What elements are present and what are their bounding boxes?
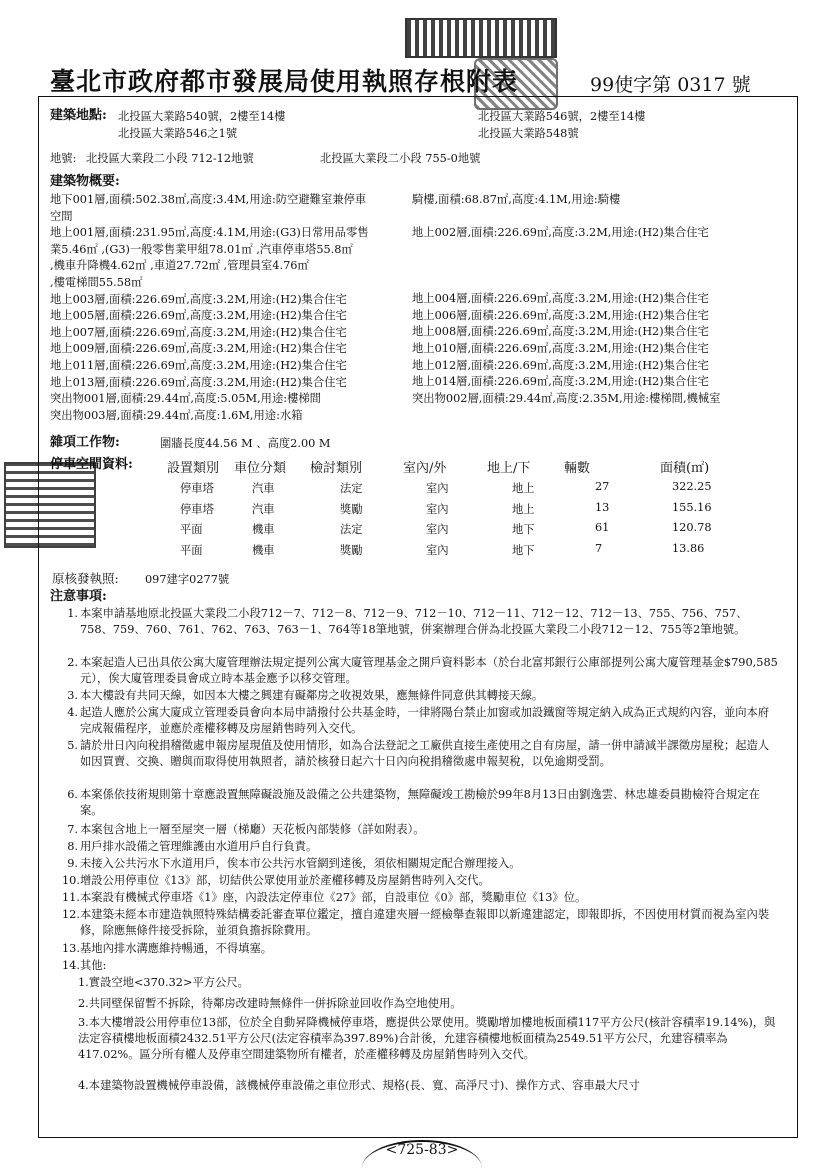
permit-number: 99使字第 0317 號 (590, 74, 751, 96)
note-sub-item: 2.共同壁保留暫不拆除，待鄰房改建時無條件一併拆除並回收作為空地使用。 (78, 997, 462, 1010)
note-item: 8. 用戶排水設備之管理維護由水道用戶自行負責。 (80, 839, 780, 855)
note-sub-item: 3.本大樓增設公用停車位13部，位於全自動昇降機械停車塔，應提供公眾使用。獎勵增加樓地板面積117平方公尺(核計容積率19.14%)，與法定容積樓地板面積2432.51平方公尺(法定容積率為397.89%)合計後，允建容積樓地板面積為2549.51平方公尺，允建容積率為417.02%。區分所有權人及停車空間建築物所有權者，於產權移轉及房屋銷售時列入交代。 (78, 1016, 776, 1061)
parking-cell: 法定 (340, 482, 363, 495)
parking-header-cell: 面積(㎡) (660, 461, 710, 476)
parking-cell: 停車塔 (180, 482, 214, 495)
overview-row: 突出物003層,面積:29.44㎡,高度:1.6M,用途:水箱 (50, 408, 303, 422)
overview-row: 地上013層,面積:226.69㎡,高度:3.2M,用途:(H2)集合住宅 (50, 375, 347, 389)
parking-cell: 155.16 (672, 500, 712, 514)
parking-header-cell: 車位分類 (234, 461, 287, 476)
site-address-1: 北投區大業路540號，2樓至14樓 (118, 110, 286, 123)
overview-row-right: 突出物002層,面積:29.44㎡,高度:2.35M,用途:樓梯間,機械室 (412, 392, 721, 405)
parking-cell: 汽車 (252, 482, 275, 495)
note-number: 9. (67, 857, 78, 870)
note-number: 3. (67, 689, 78, 702)
note-number: 13. (62, 942, 80, 955)
note-item: 3. 本大樓設有共同天線，如因本大樓之興建有礙鄰房之收視效果，應無條件同意供其轉接天線。 (80, 688, 780, 704)
note-number: 6. (67, 788, 78, 801)
parking-cell: 停車塔 (180, 502, 214, 516)
parking-cell: 13 (595, 500, 610, 514)
note-number: 1. (67, 607, 78, 620)
parking-cell: 機車 (252, 523, 275, 536)
overview-row: 地上009層,面積:226.69㎡,高度:3.2M,用途:(H2)集合住宅 (50, 342, 347, 356)
overview-row: 地上005層,面積:226.69㎡,高度:3.2M,用途:(H2)集合住宅 (50, 309, 347, 323)
original-license-label: 原核發執照: (52, 571, 119, 586)
lot-label: 地號: (50, 152, 77, 165)
parking-cell: 室內 (426, 502, 449, 516)
parking-cell: 汽車 (252, 502, 275, 516)
parking-cell: 地上 (512, 502, 535, 516)
parking-cell: 室內 (426, 523, 449, 536)
note-number: 7. (67, 823, 78, 836)
overview-row: ,機車升降機4.62㎡ ,車道27.72㎡ ,管理員室4.76㎡ (50, 259, 309, 273)
note-item: 5. 請於卅日內向稅捐稽徵處申報房屋現值及使用情形，如為合法登記之工廠供直接生產使用之自有房屋，請一併申請減半課徵房屋稅；起造人如因買賣、交換、贈與而取得使用執照者，請於核發日起六十日內向稅捐稽徵處申報契稅，以免逾期受罰。 (80, 738, 780, 770)
parking-header-cell: 檢討類別 (310, 461, 363, 476)
note-item: 13. 基地內排水溝應維持暢通，不得填塞。 (62, 942, 273, 955)
overview-row: 業5.46㎡ ,(G3)一般零售業甲組78.01㎡ ,汽車停車塔55.8㎡ (50, 242, 353, 256)
note-item: 9. 未接入公共污水下水道用戶，俟本市公共污水管網到達後，須依相關規定配合辦理接入。 (80, 856, 780, 872)
site-address-3: 北投區大業路546之1號 (118, 127, 238, 140)
overview-row: 地上001層,面積:231.95㎡,高度:4.1M,用途:(G3)日常用品零售 (50, 226, 369, 240)
parking-cell: 平面 (180, 523, 203, 536)
overview-row-right: 地上006層,面積:226.69㎡,高度:3.2M,用途:(H2)集合住宅 (412, 309, 709, 322)
note-item: 10. 增設公用停車位《13》部，切結供公眾使用並於產權移轉及房屋銷售時列入交代。 (62, 874, 490, 887)
overview-label: 建築物概要: (50, 174, 120, 189)
note-number: 12. (62, 908, 80, 921)
misc-value: 圍牆長度44.56 M 、高度2.00 M (160, 437, 331, 450)
note-sub-item: 1.實設空地<370.32>平方公尺。 (78, 976, 249, 989)
parking-cell: 室內 (426, 482, 449, 495)
note-item: 6. 本案係依技術規則第十章應設置無障礙設施及設備之公共建築物，無障礙竣工勘檢於99年8月13日由劉逸雲、林忠雄委員勘檢符合規定在案。 (80, 787, 780, 819)
parking-cell: 室內 (426, 543, 449, 557)
parking-header-cell: 地上/下 (487, 461, 531, 476)
note-item: 14. 其他: (62, 959, 107, 972)
parking-cell: 120.78 (672, 521, 712, 534)
notes-label: 注意事項: (50, 589, 107, 604)
note-number: 4. (67, 706, 78, 719)
parking-cell: 7 (595, 541, 603, 555)
note-number: 2. (67, 656, 78, 669)
parking-cell: 法定 (340, 523, 363, 536)
overview-row: 空間 (50, 209, 73, 223)
parking-cell: 322.25 (672, 480, 712, 493)
overview-row-right: 地上010層,面積:226.69㎡,高度:3.2M,用途:(H2)集合住宅 (412, 342, 709, 355)
note-item: 1. 本案申請基地原北投區大業段二小段712－7、712－8、712－9、712－10、712－11、712－12、712－13、755、756、757、758、759、760、761、762、763、763－1、764等18筆地號，併案辦理合併為北投區大業段二小段712－12、755等2筆地號。 (80, 606, 780, 638)
parking-cell: 獎勵 (340, 502, 363, 516)
misc-label: 雜項工作物: (50, 435, 120, 450)
note-item: 12. 本建築未經本市建造執照特殊結構委託審查單位鑑定，擅自違建夾層一經檢舉查報即以新違建認定，即報即拆，不因使用材質而視為室內裝修，除應無條件接受拆除，並須負擔拆除費用。 (62, 908, 770, 937)
overview-row-right: 地上014層,面積:226.69㎡,高度:3.2M,用途:(H2)集合住宅 (412, 375, 709, 388)
site-address-4: 北投區大業路548號 (478, 127, 579, 140)
note-item: 7. 本案包含地上一層至屋突一層（梯廳）天花板內部裝修（詳如附表）。 (80, 822, 780, 838)
parking-label: 停車空間資料: (50, 457, 133, 472)
page-number: <725-83> (362, 1140, 482, 1168)
note-item: 4. 起造人應於公寓大廈成立管理委員會向本局申請撥付公共基金時，一律將陽台禁止加窗或加設鐵窗等規定納入成為正式規約內容，並向本府完成報備程序，並應於產權移轉及房屋銷售時列入交代。 (80, 705, 780, 737)
note-sub-item: 4.本建築物設置機械停車設備，該機械停車設備之車位形式、規格(長、寬、高淨尺寸)、操作方式、容車最大尺寸 (78, 1079, 640, 1092)
parking-cell: 獎勵 (340, 543, 363, 557)
site-address-2: 北投區大業路546號，2樓至14樓 (478, 110, 646, 123)
overview-row-right: 地上012層,面積:226.69㎡,高度:3.2M,用途:(H2)集合住宅 (412, 359, 709, 372)
parking-cell: 地上 (512, 482, 535, 495)
overview-row-right: 騎樓,面積:68.87㎡,高度:4.1M,用途:騎樓 (412, 193, 621, 206)
parking-cell: 13.86 (672, 541, 705, 555)
parking-cell: 地下 (512, 543, 535, 557)
parking-cell: 機車 (252, 543, 275, 557)
site-label: 建築地點: (50, 108, 107, 123)
overview-row: 突出物001層,面積:29.44㎡,高度:5.05M,用途:樓梯間 (50, 392, 321, 406)
parking-header-cell: 輛數 (564, 461, 591, 476)
note-item: 2. 本案起造人已出具依公寓大廈管理辦法規定提列公寓大廈管理基金之開戶資料影本（於台北富邦銀行公庫部提列公寓大廈管理基金$790,585元），俟大廈管理委員會成立時本基金應予以移交管理。 (80, 655, 780, 687)
lot-number-1: 北投區大業段二小段 712-12地號 (86, 152, 254, 165)
note-item: 11. 本案設有機械式停車塔《1》座，內設法定停車位《27》部，自設車位《0》部，獎勵車位《13》位。 (62, 891, 587, 904)
original-license-value: 097建字0277號 (145, 573, 230, 586)
parking-header-cell: 室內/外 (403, 461, 447, 476)
page-title: 臺北市政府都市發展局使用執照存根附表 (50, 67, 519, 96)
note-number: 8. (67, 840, 78, 853)
parking-cell: 平面 (180, 543, 203, 557)
overview-row: 地上011層,面積:226.69㎡,高度:3.2M,用途:(H2)集合住宅 (50, 359, 347, 372)
overview-row: ,樓電梯間55.58㎡ (50, 276, 143, 289)
overview-row: 地下001層,面積:502.38㎡,高度:3.4M,用途:防空避難室兼停車 (50, 193, 367, 206)
parking-cell: 27 (595, 480, 610, 493)
parking-cell: 61 (595, 521, 610, 534)
overview-row: 地上007層,面積:226.69㎡,高度:3.2M,用途:(H2)集合住宅 (50, 325, 347, 339)
overview-row-right: 地上008層,面積:226.69㎡,高度:3.2M,用途:(H2)集合住宅 (412, 325, 709, 338)
note-number: 10. (62, 874, 80, 887)
note-number: 14. (62, 959, 80, 972)
lot-number-2: 北投區大業段二小段 755-0地號 (320, 152, 481, 165)
note-number: 5. (67, 739, 78, 752)
overview-row-right: 地上004層,面積:226.69㎡,高度:3.2M,用途:(H2)集合住宅 (412, 292, 709, 305)
overview-row-right: 地上002層,面積:226.69㎡,高度:3.2M,用途:(H2)集合住宅 (412, 226, 709, 239)
parking-cell: 地下 (512, 523, 535, 536)
note-number: 11. (62, 891, 80, 904)
seal-top-icon (405, 18, 557, 58)
parking-header-cell: 設置類別 (167, 461, 220, 476)
overview-row: 地上003層,面積:226.69㎡,高度:3.2M,用途:(H2)集合住宅 (50, 292, 347, 306)
